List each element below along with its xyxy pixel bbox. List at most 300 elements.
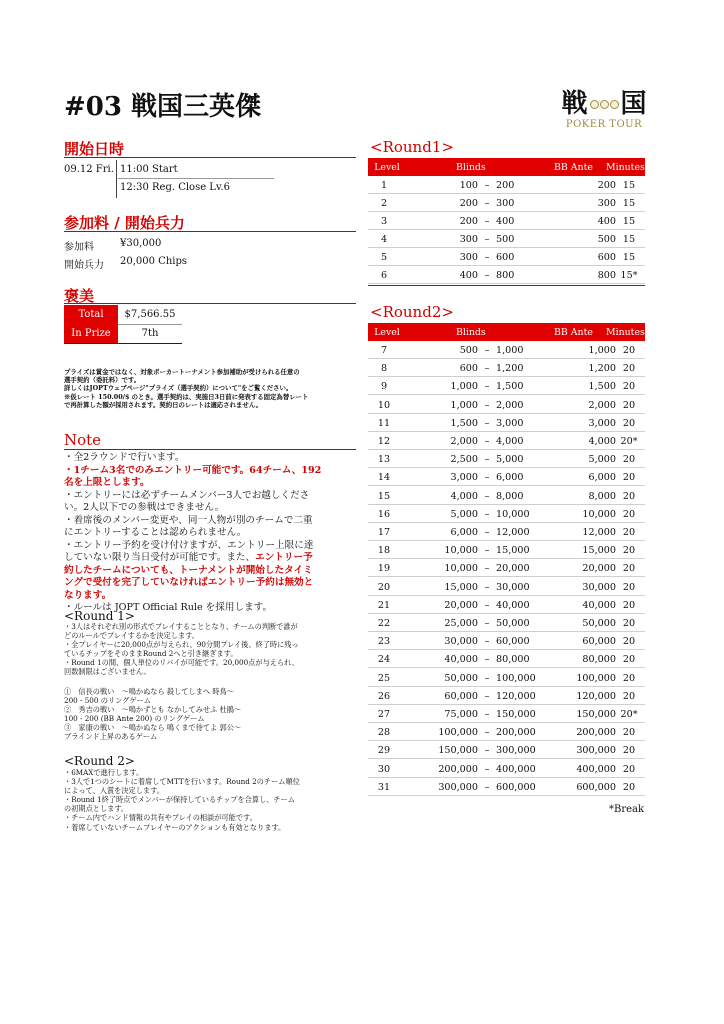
small-blind-cell: 75,000: [444, 709, 478, 720]
blind-separator: –: [484, 745, 490, 757]
bb-ante-cell: 200: [597, 180, 616, 191]
small-blind-cell: 60,000: [444, 690, 478, 702]
small-blind-cell: 4,000: [450, 490, 478, 502]
big-blind-cell: 4,000: [496, 436, 524, 447]
fine-print-line: で再計算した額が採用されます。契約日のレートは適応されません。: [64, 400, 262, 409]
round1-table-heading: <Round1>: [370, 138, 454, 156]
level-cell: 15: [377, 490, 391, 502]
blind-separator: –: [484, 363, 490, 375]
small-blind-cell: 15,000: [444, 581, 478, 593]
minutes-cell: 20: [622, 381, 636, 393]
round2-rule-line: ・Round 1終了時点でメンバーが保持しているチップを合算し、チーム: [64, 795, 295, 805]
blind-level-row: [368, 760, 645, 778]
blind-separator: –: [484, 545, 490, 557]
level-cell: 25: [377, 672, 391, 684]
minutes-cell: 20: [622, 672, 636, 684]
level-cell: 14: [377, 472, 391, 484]
note-heading: Note: [64, 431, 102, 449]
fine-print-line: 詳しくはJOPTウェブページ"プライズ（選手契約）について"をご覧ください。: [64, 384, 293, 393]
note-line: にエントリーすることは認められません。: [64, 527, 247, 538]
round2-rules-heading: <Round 2>: [64, 754, 135, 768]
bb-ante-cell: 400: [597, 216, 616, 227]
blind-separator: –: [484, 198, 490, 209]
header-minutes: Minutes: [606, 327, 645, 338]
blind-level-row: [368, 230, 645, 248]
bb-ante-cell: 3,000: [588, 417, 616, 429]
note-line: ・エントリー予約を受け付けますが、エントリー上限に達: [64, 539, 314, 551]
big-blind-cell: 400,000: [496, 763, 536, 775]
level-cell: 8: [380, 363, 388, 375]
round1-table-header: [368, 158, 645, 176]
big-blind-cell: 50,000: [496, 618, 530, 629]
small-blind-cell: 200: [459, 198, 478, 209]
blind-level-row: [368, 741, 645, 759]
minutes-cell: 20: [622, 527, 636, 538]
prize-bottom-border: [64, 343, 182, 344]
level-cell: 7: [380, 345, 388, 356]
big-blind-cell: 40,000: [496, 599, 530, 611]
blind-separator: –: [484, 417, 490, 429]
big-blind-cell: 300,000: [496, 745, 536, 757]
blind-separator: –: [484, 216, 490, 227]
big-blind-cell: 20,000: [496, 563, 530, 575]
blind-separator: –: [484, 472, 490, 484]
note-line-red: ングで受付を完了していなければエントリー予約は無効と: [64, 577, 314, 588]
minutes-cell: 15*: [620, 270, 638, 281]
big-blind-cell: 100,000: [496, 672, 536, 684]
header-level: Level: [374, 327, 400, 338]
page-title: #03 戦国三英傑: [64, 92, 262, 122]
round1-rules-heading: <Round 1>: [64, 609, 135, 623]
bb-ante-cell: 30,000: [582, 581, 616, 593]
blind-separator: –: [484, 527, 490, 538]
bb-ante-cell: 200,000: [576, 727, 616, 739]
round1-game-line: 100 - 200 (BB Ante 200) のリングゲーム: [64, 714, 205, 724]
bb-ante-cell: 10,000: [582, 508, 616, 520]
blind-level-row: [368, 432, 645, 450]
minutes-cell: 20*: [620, 709, 638, 720]
bb-ante-cell: 400,000: [576, 763, 616, 775]
schedule-row-divider: [118, 178, 274, 179]
big-blind-cell: 6,000: [496, 472, 524, 484]
small-blind-cell: 30,000: [444, 636, 478, 648]
round2-rule-line: ・チーム内でハンド情報の共有やプレイの相談が可能です。: [64, 813, 257, 823]
note-line-red: なります。: [64, 589, 112, 601]
blind-level-row: [368, 541, 645, 559]
prize-divider: [64, 303, 356, 304]
minutes-cell: 20: [622, 636, 636, 648]
round2-table-heading: <Round2>: [370, 303, 454, 321]
blind-separator: –: [484, 690, 490, 702]
note-line: ・ルールは JOPT Official Rule を採用します。: [64, 602, 273, 613]
blind-separator: –: [484, 252, 490, 263]
bb-ante-cell: 1,500: [588, 381, 616, 393]
round2-rules-body: [64, 768, 300, 832]
prize-fine-print: [64, 368, 308, 409]
small-blind-cell: 2,500: [450, 454, 478, 466]
round1-rule-line: ているチップをそのままRound 2へと引き継ぎます。: [64, 649, 238, 659]
small-blind-cell: 300: [459, 252, 478, 263]
header-minutes: Minutes: [606, 162, 645, 173]
note-divider: [64, 449, 356, 450]
blind-level-row: [368, 359, 645, 377]
small-blind-cell: 40,000: [444, 654, 478, 666]
small-blind-cell: 10,000: [444, 563, 478, 575]
bb-ante-cell: 50,000: [582, 618, 616, 629]
small-blind-cell: 100: [459, 180, 478, 191]
note-line-red: 名を上限とします。: [64, 477, 150, 488]
round1-game-line: 200 - 500 のリングゲーム: [64, 696, 151, 706]
note-line: ・全2ラウンドで行います。: [64, 452, 185, 463]
big-blind-cell: 150,000: [496, 709, 536, 720]
round2-rule-line: によって、入賞を決定します。: [64, 786, 164, 796]
prize-inprize-value: 7th: [141, 328, 159, 339]
note-line: ・エントリーには必ずチームメンバー3人でお越しくださ: [64, 489, 310, 501]
note-line-red: 約したチームについても、トーナメントが開始したタイミ: [64, 564, 313, 576]
blind-level-row: [368, 450, 645, 468]
round2-table-header: [368, 323, 645, 341]
bb-ante-cell: 12,000: [582, 527, 616, 538]
level-cell: 18: [377, 545, 391, 557]
big-blind-cell: 400: [496, 216, 515, 227]
level-cell: 17: [377, 527, 391, 538]
blind-level-row: [368, 487, 645, 505]
big-blind-cell: 5,000: [496, 454, 524, 466]
minutes-cell: 15: [622, 234, 636, 245]
level-cell: 30: [377, 763, 391, 775]
blind-level-row: [368, 414, 645, 432]
bb-ante-cell: 300,000: [576, 745, 616, 757]
fine-print-line: ※仮レート 150.00/$ のとき。選手契約は、実施日3日前に発表する固定為替レート: [64, 392, 309, 401]
bb-ante-cell: 600: [597, 252, 616, 263]
schedule-start: 11:00 Start: [120, 164, 178, 175]
blind-level-row: [368, 248, 645, 266]
bb-ante-cell: 4,000: [588, 436, 616, 447]
small-blind-cell: 100,000: [438, 727, 478, 739]
big-blind-cell: 8,000: [496, 490, 524, 502]
small-blind-cell: 1,500: [450, 417, 478, 429]
minutes-cell: 20: [622, 654, 636, 666]
blind-level-row: [368, 632, 645, 650]
minutes-cell: 20: [622, 472, 636, 484]
level-cell: 22: [377, 618, 391, 629]
bb-ante-cell: 100,000: [576, 672, 616, 684]
blind-separator: –: [484, 490, 490, 502]
small-blind-cell: 3,000: [450, 472, 478, 484]
big-blind-cell: 1,200: [496, 363, 524, 375]
small-blind-cell: 300: [459, 234, 478, 245]
prize-inprize-label: In Prize: [64, 324, 118, 343]
blind-level-row: [368, 377, 645, 395]
blind-separator: –: [484, 399, 490, 411]
blind-level-row: [368, 523, 645, 541]
bb-ante-cell: 15,000: [582, 545, 616, 557]
minutes-cell: 20: [622, 490, 636, 502]
blind-separator: –: [484, 599, 490, 611]
minutes-cell: 15: [622, 198, 636, 209]
blind-separator: –: [484, 781, 490, 793]
header-blinds: Blinds: [456, 327, 486, 338]
schedule-heading: 開始日時: [64, 140, 125, 158]
minutes-cell: 20: [622, 781, 636, 793]
schedule-divider: [64, 157, 356, 158]
minutes-cell: 20: [622, 618, 636, 629]
level-cell: 1: [380, 180, 388, 191]
small-blind-cell: 1,000: [450, 399, 478, 411]
logo-kanji-right: 国: [620, 89, 647, 119]
big-blind-cell: 500: [496, 234, 515, 245]
big-blind-cell: 3,000: [496, 417, 524, 429]
bb-ante-cell: 80,000: [582, 654, 616, 666]
big-blind-cell: 300: [496, 198, 515, 209]
minutes-cell: 20: [622, 581, 636, 593]
schedule-reg-close: 12:30 Reg. Close Lv.6: [120, 182, 230, 193]
big-blind-cell: 800: [496, 270, 515, 281]
blind-level-row: [368, 396, 645, 414]
big-blind-cell: 200: [496, 180, 515, 191]
header-level: Level: [374, 162, 400, 173]
blind-separator: –: [484, 270, 490, 281]
minutes-cell: 20: [622, 690, 636, 702]
small-blind-cell: 5,000: [450, 508, 478, 520]
bb-ante-cell: 40,000: [582, 599, 616, 611]
minutes-cell: 20: [622, 763, 636, 775]
blind-level-row: [368, 596, 645, 614]
level-cell: 27: [377, 709, 391, 720]
small-blind-cell: 600: [459, 363, 478, 375]
round2-rule-line: ・着席していないチームプレイヤーのアクションも有効となります。: [64, 822, 286, 832]
level-cell: 31: [377, 781, 391, 793]
bb-ante-cell: 300: [597, 198, 616, 209]
blind-separator: –: [484, 618, 490, 629]
bb-ante-cell: 8,000: [588, 490, 616, 502]
blind-separator: –: [484, 672, 490, 684]
blind-separator: –: [484, 636, 490, 648]
round1-game-line: ブラインド上昇のあるゲーム: [64, 732, 158, 742]
header-blinds: Blinds: [456, 162, 486, 173]
small-blind-cell: 50,000: [444, 672, 478, 684]
note-line-mixed: [64, 552, 321, 565]
small-blind-cell: 500: [459, 345, 478, 356]
schedule-date: 09.12 Fri.: [64, 164, 114, 175]
blind-separator: –: [484, 180, 490, 191]
minutes-cell: 20: [622, 563, 636, 575]
blind-level-row: [368, 505, 645, 523]
blind-separator: –: [484, 381, 490, 393]
small-blind-cell: 1,000: [450, 381, 478, 393]
note-body: [64, 452, 321, 615]
blind-level-row: [368, 650, 645, 668]
level-cell: 5: [380, 252, 388, 263]
small-blind-cell: 150,000: [438, 745, 478, 757]
big-blind-cell: 60,000: [496, 636, 530, 648]
round1-rule-line: ・3人はそれぞれ別の形式でプレイすることとなり、チームの判断で誰が: [64, 622, 298, 631]
blind-separator: –: [484, 436, 490, 447]
small-blind-cell: 20,000: [444, 599, 478, 611]
poker-tour-logo: [556, 90, 652, 134]
bb-ante-cell: 150,000: [576, 709, 616, 720]
blind-separator: –: [484, 234, 490, 245]
round1-rules-body: [64, 622, 299, 677]
level-cell: 4: [380, 234, 388, 245]
bb-ante-cell: 20,000: [582, 563, 616, 575]
blind-level-row: [368, 212, 645, 230]
minutes-cell: 20: [622, 508, 636, 520]
schedule-column-divider: [116, 160, 117, 198]
note-text-red: エントリー予: [255, 552, 313, 563]
prize-total-label: Total: [64, 305, 118, 324]
level-cell: 6: [380, 270, 388, 281]
blind-level-row: [368, 266, 645, 284]
round2-rule-line: ・6MAXで進行します。: [64, 768, 144, 777]
level-cell: 16: [377, 508, 391, 520]
minutes-cell: 20: [622, 399, 636, 411]
blind-level-row: [368, 669, 645, 687]
logo-kanji-left: 戦: [561, 89, 588, 119]
big-blind-cell: 30,000: [496, 581, 530, 593]
level-cell: 20: [377, 581, 391, 593]
level-cell: 24: [377, 654, 391, 666]
blind-separator: –: [484, 654, 490, 666]
fee-label: 参加料: [64, 242, 94, 253]
round2-rule-line: ・3人で1つのシートに着席してMTTを行います。Round 2のチーム順位: [64, 777, 300, 787]
blind-separator: –: [484, 345, 490, 356]
note-text: していない限り当日受付が可能です。また、: [64, 552, 256, 563]
bb-ante-cell: 600,000: [576, 781, 616, 793]
level-cell: 21: [377, 599, 391, 611]
small-blind-cell: 200,000: [438, 763, 478, 775]
big-blind-cell: 120,000: [496, 690, 536, 702]
minutes-cell: 15: [622, 216, 636, 227]
prize-heading: 褒美: [64, 287, 95, 305]
round1-games: [64, 687, 241, 742]
minutes-cell: 20: [622, 599, 636, 611]
level-cell: 13: [377, 454, 391, 466]
minutes-cell: 20: [622, 363, 636, 375]
minutes-cell: 20*: [620, 436, 638, 447]
round1-rule-line: ・全プレイヤーに20,000点が与えられ、90分間プレイ後、終了時に残っ: [64, 640, 299, 650]
blind-level-row: [368, 723, 645, 741]
bb-ante-cell: 800: [597, 270, 616, 281]
blind-separator: –: [484, 508, 490, 520]
level-cell: 28: [377, 727, 391, 739]
minutes-cell: 20: [622, 745, 636, 757]
bb-ante-cell: 60,000: [582, 636, 616, 648]
round1-rule-line: ・Round 1の間、個人単位のリバイが可能です。20,000点が与えられ、: [64, 658, 299, 668]
big-blind-cell: 600,000: [496, 781, 536, 793]
round1-table-bottom: [368, 285, 645, 286]
blind-level-row: [368, 687, 645, 705]
big-blind-cell: 12,000: [496, 527, 530, 538]
minutes-cell: 20: [622, 545, 636, 557]
minutes-cell: 20: [622, 454, 636, 466]
fine-print-line: プライズは賞金ではなく、対象ポーカートーナメント参加補助が受けられる任意の: [64, 368, 300, 376]
note-line: い。2人以下での参戦はできません。: [64, 502, 225, 513]
round2-rule-line: の初期点とします。: [64, 804, 129, 814]
big-blind-cell: 200,000: [496, 727, 536, 739]
small-blind-cell: 10,000: [444, 545, 478, 557]
bb-ante-cell: 6,000: [588, 472, 616, 484]
chips-label: 開始兵力: [64, 260, 104, 271]
blind-separator: –: [484, 581, 490, 593]
blind-level-row: [368, 578, 645, 596]
minutes-cell: 20: [622, 417, 636, 429]
small-blind-cell: 400: [459, 270, 478, 281]
blind-level-row: [368, 194, 645, 212]
bb-ante-cell: 2,000: [588, 399, 616, 411]
minutes-cell: 15: [622, 180, 636, 191]
blind-separator: –: [484, 454, 490, 466]
big-blind-cell: 1,500: [496, 381, 524, 393]
bb-ante-cell: 1,000: [588, 345, 616, 356]
blind-separator: –: [484, 763, 490, 775]
blind-level-row: [368, 705, 645, 723]
level-cell: 10: [377, 399, 391, 411]
blind-level-row: [368, 614, 645, 632]
big-blind-cell: 80,000: [496, 654, 530, 666]
fee-value: ¥30,000: [120, 238, 162, 249]
prize-total-value: $7,566.55: [124, 309, 176, 320]
fine-print-line: 選手契約（委託料）です。: [64, 376, 141, 385]
note-line: ・着席後のメンバー変更や、同一人物が別のチームで二重: [64, 514, 313, 526]
chips-value: 20,000 Chips: [120, 256, 187, 267]
blind-level-row: [368, 778, 645, 796]
big-blind-cell: 600: [496, 252, 515, 263]
small-blind-cell: 300,000: [438, 781, 478, 793]
big-blind-cell: 2,000: [496, 399, 524, 411]
chip-stack-icon: [590, 100, 619, 109]
round1-rule-line: 回数制限はございません。: [64, 667, 151, 677]
level-cell: 2: [380, 198, 388, 209]
blind-separator: –: [484, 563, 490, 575]
note-line-red: ・1チーム3名でのみエントリー可能です。64チーム、192: [64, 464, 322, 476]
level-cell: 26: [377, 690, 391, 702]
minutes-cell: 15: [622, 252, 636, 263]
entry-heading: 参加料 / 開始兵力: [64, 214, 185, 232]
small-blind-cell: 200: [459, 216, 478, 227]
bb-ante-cell: 5,000: [588, 454, 616, 466]
big-blind-cell: 10,000: [496, 508, 530, 520]
logo-subtitle: POKER TOUR: [565, 119, 643, 130]
header-bb-ante: BB Ante: [554, 162, 593, 173]
small-blind-cell: 25,000: [444, 618, 478, 629]
level-cell: 29: [377, 745, 391, 757]
entry-divider: [64, 231, 356, 232]
blind-level-row: [368, 341, 645, 359]
level-cell: 9: [380, 381, 388, 393]
round1-game-line: ① 信長の戦い ～鳴かぬなら 殺してしまへ 時鳥～: [64, 687, 234, 696]
level-cell: 11: [377, 417, 391, 429]
level-cell: 19: [377, 563, 391, 575]
big-blind-cell: 1,000: [496, 345, 524, 356]
level-cell: 12: [377, 436, 391, 447]
blind-level-row: [368, 559, 645, 577]
round1-game-line: ③ 家康の戦い ～鳴かぬなら 鳴くまで待てよ 郭公～: [64, 723, 242, 733]
bb-ante-cell: 120,000: [576, 690, 616, 702]
break-note: *Break: [609, 804, 645, 815]
blind-separator: –: [484, 727, 490, 739]
header-bb-ante: BB Ante: [554, 327, 593, 338]
big-blind-cell: 15,000: [496, 545, 530, 557]
bb-ante-cell: 1,200: [588, 363, 616, 375]
blind-level-row: [368, 468, 645, 486]
bb-ante-cell: 500: [597, 234, 616, 245]
level-cell: 23: [377, 636, 391, 648]
small-blind-cell: 2,000: [450, 436, 478, 447]
blind-level-row: [368, 176, 645, 194]
minutes-cell: 20: [622, 345, 636, 356]
level-cell: 3: [380, 216, 388, 227]
